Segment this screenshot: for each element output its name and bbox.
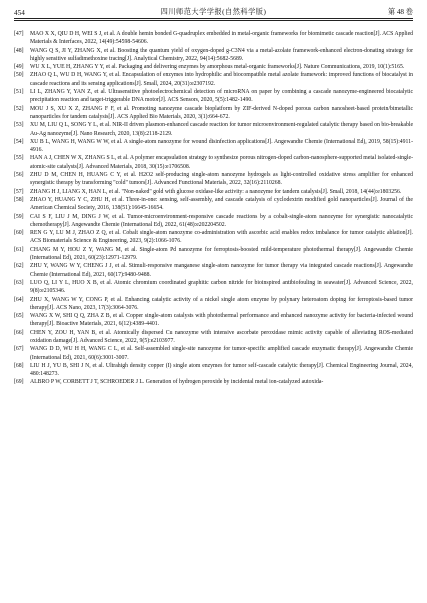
reference-text: CHANG M Y, HOU Z Y, WANG M, et al. Single-atom Pd nanozyme for ferroptosis-boosted mild-temperature photothermal therapy[J]. Angewandte Chemie (International Ed), 2021, 60(23):12971-12979.	[30, 246, 413, 262]
reference-number: [59]	[14, 213, 24, 220]
reference-text: ZHU D M, CHEN H, HUANG C Y, et al. H2O2 self-producing single-atom nanozyme hydrogels as light-controlled oxidative stress amplifier for enhanced synergistic therapy by transforming "cold" tumors[J]. Advanced Functional Materials, 2022, 32(16):2110268.	[30, 172, 413, 187]
reference-text: ZHU Y, WANG W Y, CHENG J J, et al. Stimuli-responsive manganese single-atom nanozyme for tumor therapy via integrated cascade reactions[J]. Angewandte Chemie (International Ed), 2021, 60(17):9480-9488.	[30, 263, 413, 278]
reference-text: ALBRO P W, CORBETT J T, SCHROEDER J L. Generation of hydrogen peroxide by incidental metal ion-catalyzed autoxida-	[30, 379, 324, 386]
reference-list	[14, 30, 413, 387]
reference-number: [69]	[14, 379, 24, 386]
reference-text: ZHAO Y, HUANG Y C, ZHU H, et al. Three-in-one: sensing, self-assembly, and cascade catalysis of cyclodextrin modified gold nanoparticles[J]. Journal of the American Chemical Society, 2016, 138(51):16645-16654.	[30, 196, 413, 212]
reference-number: [53]	[14, 122, 24, 129]
reference-item	[14, 154, 413, 171]
reference-text: WANG Q S, JI Y, ZHANG X, et al. Boosting the quantum yield of oxygen-doped g-C3N4 via a metal-azolate framework-enhanced electron-donating strategy for highly sensitive sulfadimethoxine tracing[J]. Analytical Chemistry, 2022, 94(14):5682-5689.	[30, 47, 413, 62]
reference-item	[14, 213, 413, 230]
reference-item	[14, 279, 413, 296]
running-header	[14, 6, 413, 17]
page-number: 454	[14, 9, 25, 17]
reference-number: [65]	[14, 313, 24, 320]
reference-item	[14, 105, 413, 122]
reference-text: CHEN Y, ZOU H, YAN B, et al. Atomically dispersed Cu nanozyme with intensive ascorbate peroxidase mimic activity capable of alleviating ROS-mediated oxidation damage[J]. Advanced Science, 2022, 9(5):e2103977.	[30, 329, 413, 344]
reference-text: XU B L, WANG H, WANG W W, et al. A single-atom nanozyme for wound disinfection applications[J]. Angewandte Chemie (International Ed), 2019, 58(15):4911-4916.	[30, 138, 413, 154]
reference-item	[14, 246, 413, 263]
reference-text: REN G Y, LU M J, ZHAO Z Q, et al. Cobalt single-atom nanozyme co-administration with ascorbic acid enables redox imbalance for tumor catalytic ablation[J]. ACS Biomaterials Science & Engineering, 2023, 9(2):1066-1076.	[30, 230, 413, 245]
reference-number: [67]	[14, 346, 24, 353]
header-rule	[14, 18, 413, 19]
reference-number: [47]	[14, 31, 24, 37]
reference-number: [68]	[14, 362, 24, 369]
journal-title: 四川师范大学学报(自然科学版)	[160, 8, 267, 16]
reference-number: [60]	[14, 230, 24, 237]
reference-text: CAI S F, LIU J M, DING J W, et al. Tumor-microenvironment-responsive cascade reactions by a cobalt-single-atom nanozyme for synergistic nanocatalytic chemotherapy[J]. Angewandte Chemie (International Ed), 2022, 61(48):e202204502.	[30, 213, 413, 228]
reference-text: LUO Q, LI Y L, HUO X B, et al. Atomic chromium coordinated graphitic carbon nitride for bioinspired antibiofouling in seawater[J]. Advanced Science, 2022, 9(8):e2105346.	[30, 279, 413, 295]
reference-text: MAO X X, QIU D H, WEI S J, et al. A double hemin bonded G-quadruplex embedded in metal-organic frameworks for biomimetic cascade reaction[J]. ACS Applied Materials & Interfaces, 2022, 14(49):54598-54606.	[30, 31, 413, 46]
reference-number: [58]	[14, 196, 24, 203]
reference-text: WANG D D, WU H H, WANG C L, et al. Self-assembled single-site nanozyme for tumor-specific amplified cascade enzymatic therapy[J]. Angewandte Chemie (International Ed), 2021, 60(6):3001-3007.	[30, 346, 413, 361]
reference-text: ZHAO Q L, WU D H, WANG Y, et al. Encapsulation of enzymes into hydrophilic and biocompatible metal azolate framework: improved functions of biocatalyst in cascade reactions and its sensing applications[J]. Small, 2024, 20(31):e2307192.	[30, 72, 413, 87]
reference-number: [66]	[14, 329, 24, 336]
reference-number: [61]	[14, 246, 24, 253]
reference-number: [49]	[14, 64, 24, 71]
reference-item	[14, 345, 413, 362]
reference-number: [55]	[14, 155, 24, 162]
reference-item	[14, 63, 413, 71]
reference-number: [57]	[14, 188, 24, 195]
reference-number: [50]	[14, 72, 24, 79]
reference-item	[14, 138, 413, 155]
reference-text: WU X L, YUE H, ZHANG Y Y, et al. Packaging and delivering enzymes by amorphous metal-organic frameworks[J]. Nature Communications, 2019, 10(1):5165.	[30, 64, 405, 71]
reference-number: [52]	[14, 105, 24, 112]
reference-item	[14, 296, 413, 313]
reference-number: [48]	[14, 47, 24, 54]
reference-number: [56]	[14, 172, 24, 179]
reference-item	[14, 262, 413, 279]
reference-text: WANG X W, SHI Q Q, ZHA Z B, et al. Copper single-atom catalysts with photothermal performance and enhanced nanozyme activity for bacteria-infected wound therapy[J]. Bioactive Materials, 2021, 6(12):4389-4401.	[30, 313, 413, 328]
reference-item	[14, 196, 413, 213]
reference-text: ZHANG H J, LIANG X, HAN L, et al. "Non-naked" gold with glucose oxidase-like activity: a nanozyme for tandem catalysis[J]. Small, 2018, 14(44):e1803256.	[30, 188, 402, 195]
header-rule-thin	[14, 20, 413, 21]
reference-text: LI L, ZHANG Y, YAN Z, et al. Ultrasensitive photoelectrochemical detection of microRNA on paper by combining a cascade nanozyme-engineered biocatalytic precipitation reaction and target-triggerable DNA motor[J]. ACS Sensors, 2020, 5(5):1482-1490.	[30, 89, 413, 104]
reference-item	[14, 88, 413, 105]
reference-number: [62]	[14, 263, 24, 270]
reference-number: [64]	[14, 296, 24, 303]
reference-item	[14, 71, 413, 88]
reference-text: MOU J S, XU X Z, ZHANG F F, et al. Promoting nanozyme cascade bioplatform by ZIF-derived N-doped porous carbon nanosheet-based protein/bimetallic nanoparticles for tandem catalysis[J]. ACS Applied Bio Materials, 2020, 3(1):664-672.	[30, 105, 413, 120]
reference-item	[14, 171, 413, 188]
reference-text: LIU H J, YU B, SHI J N, et al. Ultrahigh density copper (I) single atom enzymes for tumor self-cascade catalytic therapy[J]. Chemical Engineering Journal, 2024, 480:148273.	[30, 362, 413, 378]
reference-text: XU M, LIU Q L, SONG Y L, et al. NIR-II driven plasmon-enhanced cascade reaction for tumor microenvironment-regulated catalytic therapy based on bio-breakable Au-Ag nanozyme[J]. Nano Research, 2020, 13(8):2118-2129.	[30, 122, 413, 137]
volume-label: 第 48 卷	[387, 8, 413, 16]
reference-text: ZHU X, WANG W Y, CONG P, et al. Enhancing catalytic activity of a nickel single atom enzyme by polynary heteroatom doping for ferroptosis-based tumor therapy[J]. ACS Nano, 2023, 17(3):3064-3076.	[30, 296, 413, 311]
reference-item	[14, 188, 413, 196]
reference-number: [63]	[14, 279, 24, 286]
reference-item	[14, 329, 413, 346]
reference-text: HAN A J, CHEN W X, ZHANG S L, et al. A polymer encapsulation strategy to synthesize porous nitrogen-doped carbon-nanosphere-supported metal isolated-single-atomic-site catalysts[J]. Advanced Materials, 2018, 30(15):e1706508.	[30, 155, 413, 170]
reference-item	[14, 362, 413, 379]
reference-number: [54]	[14, 138, 24, 145]
reference-item	[14, 47, 413, 64]
reference-item	[14, 378, 413, 386]
reference-item	[14, 121, 413, 138]
reference-number: [51]	[14, 89, 24, 96]
reference-item	[14, 30, 413, 47]
reference-item	[14, 312, 413, 329]
reference-item	[14, 229, 413, 246]
